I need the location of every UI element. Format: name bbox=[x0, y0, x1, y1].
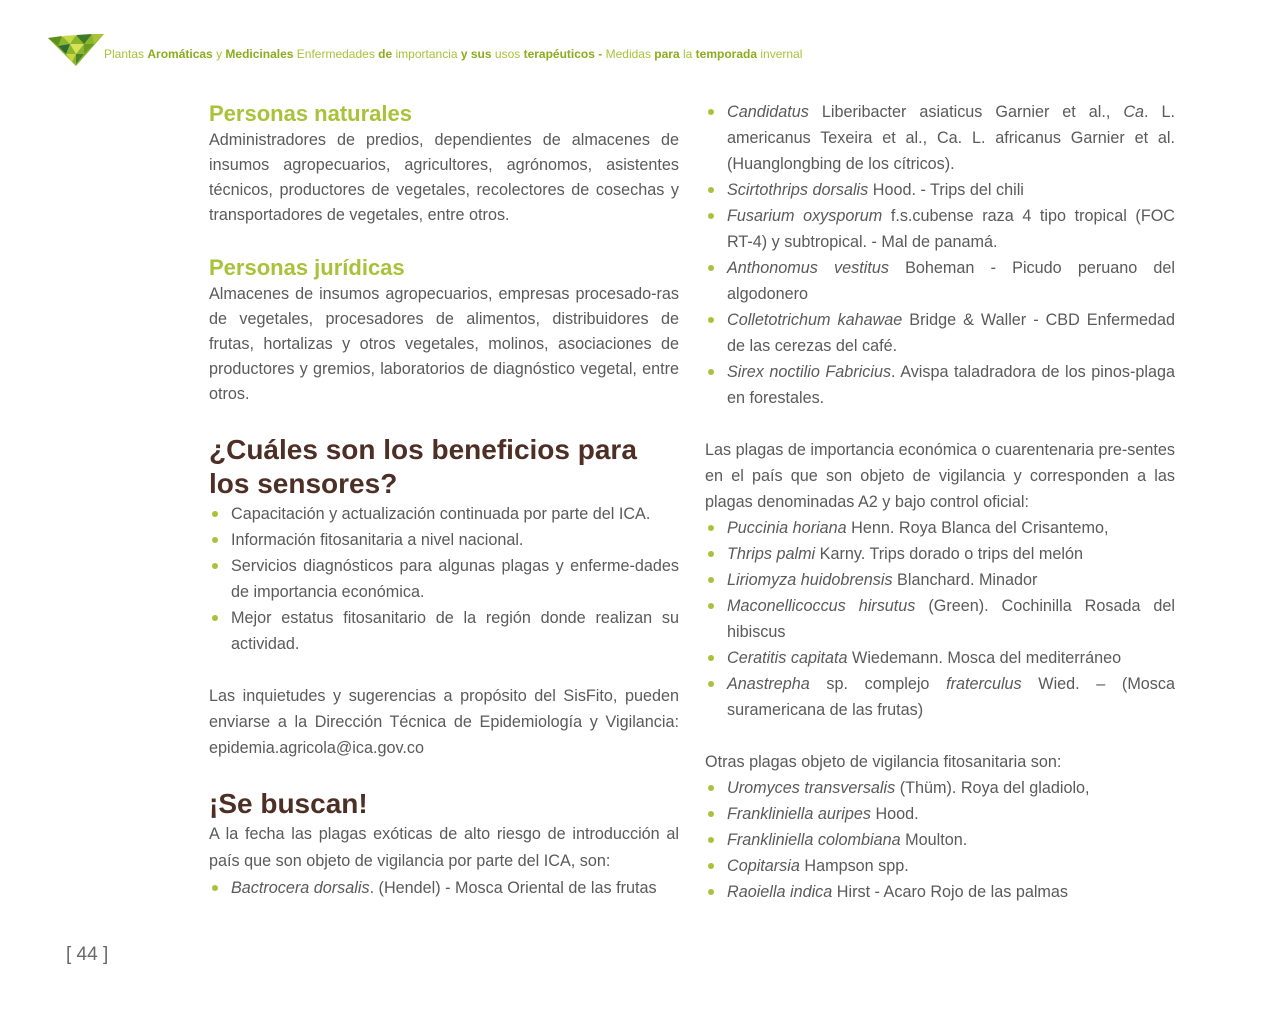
list-item: Información fitosanitaria a nivel nacional. bbox=[209, 527, 679, 553]
juridicas-text: Almacenes de insumos agropecuarios, empresas procesado-ras de vegetales, procesadores de alimentos, distribuidores de frutas, hortalizas y otros vegetales, molinos, asociaciones de productores y gremios, laboratorios de diagnóstico vegetal, entre otros. bbox=[209, 285, 679, 403]
a2-pests-list bbox=[705, 515, 1175, 723]
buscan-heading: ¡Se buscan! bbox=[209, 788, 368, 819]
list-item: Anastrepha sp. complejo fraterculus Wied. – (Mosca suramericana de las frutas) bbox=[705, 671, 1175, 723]
beneficios-heading: ¿Cuáles son los beneficios para los sensores? bbox=[209, 434, 637, 499]
buscan-list bbox=[209, 875, 679, 901]
list-item: Maconellicoccus hirsutus (Green). Cochinilla Rosada del hibiscus bbox=[705, 593, 1175, 645]
list-item: Mejor estatus fitosanitario de la región donde realizan su actividad. bbox=[209, 605, 679, 657]
naturales-heading: Personas naturales bbox=[209, 101, 412, 126]
beneficios-list bbox=[209, 501, 679, 657]
list-item: Candidatus Liberibacter asiaticus Garnier et al., Ca. L. americanus Texeira et al., Ca. L. africanus Garnier et al. (Huanglongbing de los cítricos). bbox=[705, 99, 1175, 177]
list-item: Fusarium oxysporum f.s.cubense raza 4 tipo tropical (FOC RT-4) y subtropical. - Mal de panamá. bbox=[705, 203, 1175, 255]
list-item: Capacitación y actualización continuada por parte del ICA. bbox=[209, 501, 679, 527]
header-title: Plantas Aromáticas y Medicinales Enfermedades de importancia y sus usos terapéuticos - Medidas para la temporada invernal bbox=[104, 47, 803, 61]
page-header bbox=[48, 32, 948, 72]
list-item: Copitarsia Hampson spp. bbox=[705, 853, 1175, 879]
right-column bbox=[705, 99, 1175, 905]
list-item: Bactrocera dorsalis. (Hendel) - Mosca Oriental de las frutas bbox=[209, 875, 679, 901]
list-item: Frankliniella colombiana Moulton. bbox=[705, 827, 1175, 853]
list-item: Sirex noctilio Fabricius. Avispa taladradora de los pinos-plaga en forestales. bbox=[705, 359, 1175, 411]
left-column bbox=[209, 100, 679, 901]
list-item: Ceratitis capitata Wiedemann. Mosca del mediterráneo bbox=[705, 645, 1175, 671]
list-item: Liriomyza huidobrensis Blanchard. Minador bbox=[705, 567, 1175, 593]
mosaic-triangle-logo-icon bbox=[48, 32, 106, 68]
inquietudes-text: Las inquietudes y sugerencias a propósito del SisFito, pueden enviarse a la Dirección Técnica de Epidemiología y Vigilancia: epidemia.agricola@ica.gov.co bbox=[209, 687, 679, 757]
naturales-text: Administradores de predios, dependientes de almacenes de insumos agropecuarios, agricultores, agrónomos, asistentes técnicos, productores de vegetales, recolectores de cosechas y transportadores de vegetales, entre otros. bbox=[209, 131, 679, 224]
exotic-pests-list bbox=[705, 99, 1175, 411]
list-item: Raoiella indica Hirst - Acaro Rojo de las palmas bbox=[705, 879, 1175, 905]
otras-intro-text: Otras plagas objeto de vigilancia fitosanitaria son: bbox=[705, 753, 1062, 771]
list-item: Frankliniella auripes Hood. bbox=[705, 801, 1175, 827]
list-item: Colletotrichum kahawae Bridge & Waller - CBD Enfermedad de las cerezas del café. bbox=[705, 307, 1175, 359]
buscan-text: A la fecha las plagas exóticas de alto riesgo de introducción al país que son objeto de vigilancia por parte del ICA, son: bbox=[209, 825, 679, 870]
list-item: Uromyces transversalis (Thüm). Roya del gladiolo, bbox=[705, 775, 1175, 801]
otras-pests-list bbox=[705, 775, 1175, 905]
page-number: [ 44 ] bbox=[66, 944, 109, 965]
juridicas-heading: Personas jurídicas bbox=[209, 255, 405, 280]
list-item: Thrips palmi Karny. Trips dorado o trips del melón bbox=[705, 541, 1175, 567]
list-item: Scirtothrips dorsalis Hood. - Trips del chili bbox=[705, 177, 1175, 203]
a2-intro-text: Las plagas de importancia económica o cuarentenaria pre-sentes en el país que son objeto de vigilancia y corresponden a las plagas denominadas A2 y bajo control oficial: bbox=[705, 441, 1175, 511]
list-item: Servicios diagnósticos para algunas plagas y enferme-dades de importancia económica. bbox=[209, 553, 679, 605]
list-item: Anthonomus vestitus Boheman - Picudo peruano del algodonero bbox=[705, 255, 1175, 307]
list-item: Puccinia horiana Henn. Roya Blanca del Crisantemo, bbox=[705, 515, 1175, 541]
